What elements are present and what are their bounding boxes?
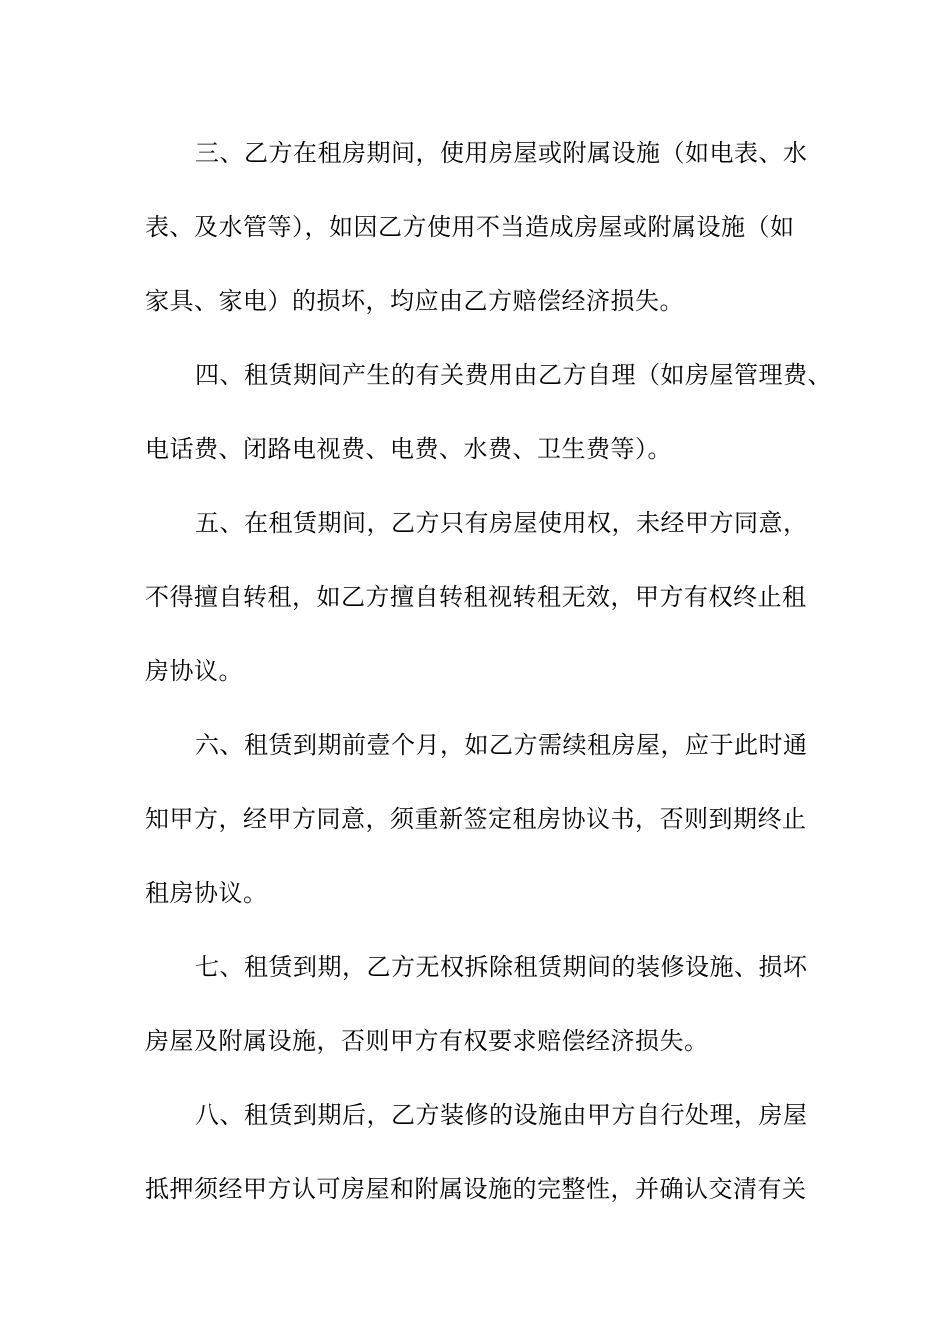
clause-6-line-1: 六、租赁到期前壹个月，如乙方需续租房屋，应于此时通 (195, 731, 808, 759)
clause-6-line-3: 租房协议。 (145, 879, 268, 907)
clause-8-line-2: 抵押须经甲方认可房屋和附属设施的完整性，并确认交清有关 (145, 1175, 807, 1203)
clause-4-line-1: 四、租赁期间产生的有关费用由乙方自理（如房屋管理费、 (195, 361, 832, 389)
clause-7-line-2: 房屋及附属设施，否则甲方有权要求赔偿经济损失。 (145, 1027, 709, 1055)
clause-6-line-2: 知甲方，经甲方同意，须重新签定租房协议书，否则到期终止 (145, 805, 807, 833)
clause-3-line-2: 表、及水管等），如因乙方使用不当造成房屋或附属设施（如 (145, 213, 795, 241)
clause-7-line-1: 七、租赁到期，乙方无权拆除租赁期间的装修设施、损坏 (195, 953, 808, 981)
clause-3-line-1: 三、乙方在租房期间，使用房屋或附属设施（如电表、水 (195, 139, 808, 167)
clause-3-line-3: 家具、家电）的损坏，均应由乙方赔偿经济损失。 (145, 287, 684, 315)
clause-5-line-2: 不得擅自转租，如乙方擅自转租视转租无效，甲方有权终止租 (145, 583, 807, 611)
clause-8-line-1: 八、租赁到期后，乙方装修的设施由甲方自行处理，房屋 (195, 1101, 808, 1129)
contract-body (145, 130, 832, 1240)
clause-4-line-2: 电话费、闭路电视费、电费、水费、卫生费等）。 (145, 435, 672, 463)
clause-5-line-3: 房协议。 (145, 657, 243, 685)
clause-5-line-1: 五、在租赁期间，乙方只有房屋使用权，未经甲方同意， (195, 509, 808, 537)
